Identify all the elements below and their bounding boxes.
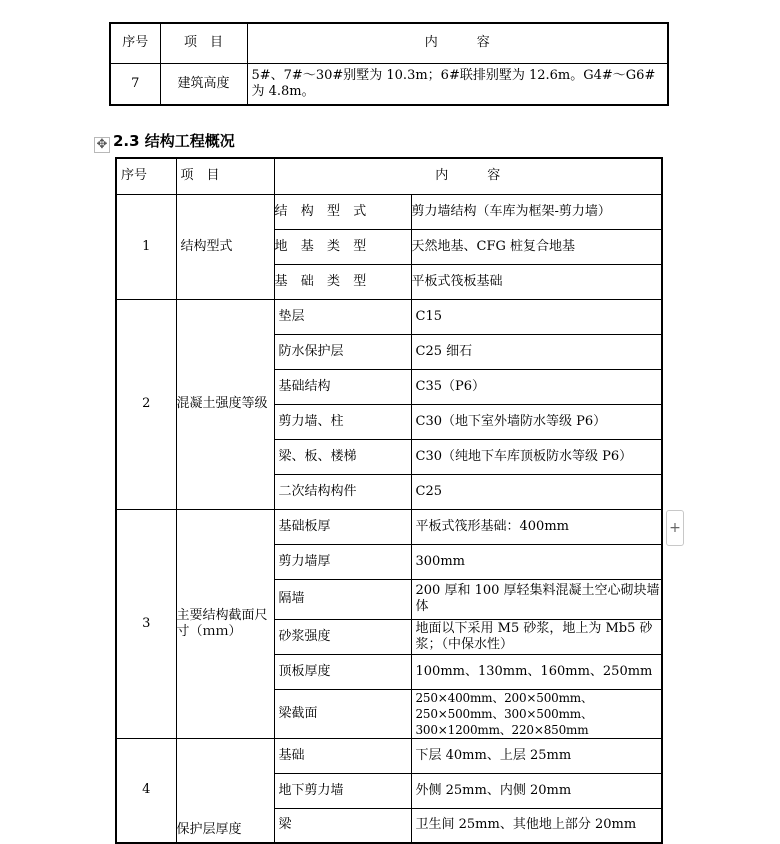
row-value: C15: [411, 299, 662, 334]
header-item: 项 目: [160, 23, 247, 63]
row-value: 200 厚和 100 厚轻集料混凝土空心砌块墙体: [411, 579, 662, 619]
row-label: 砂浆强度: [274, 619, 411, 654]
row-label: 隔墙: [274, 579, 411, 619]
header-content: 内 容: [274, 158, 662, 194]
row-label: 地下剪力墙: [274, 773, 411, 808]
group-item: 结构型式: [176, 194, 274, 299]
row-value: 250×400mm、200×500mm、250×500mm、300×500mm、300×1200mm、220×850mm: [411, 689, 662, 738]
group-item: 混凝土强度等级: [176, 299, 274, 509]
group-no: 1: [116, 194, 176, 299]
row-value: 300mm: [411, 544, 662, 579]
building-height-table: [109, 22, 669, 106]
row-content: 5#、7#～30#别墅为 10.3m；6#联排别墅为 12.6m。G4#～G6#为 4.8m。: [247, 63, 668, 105]
plus-icon[interactable]: +: [666, 510, 684, 546]
row-label: 顶板厚度: [274, 654, 411, 689]
row-label: 垫层: [274, 299, 411, 334]
row-label: 剪力墙厚: [274, 544, 411, 579]
row-value: C25: [411, 474, 662, 509]
row-value: C35（P6）: [411, 369, 662, 404]
row-label: 剪力墙、柱: [274, 404, 411, 439]
row-label: 防水保护层: [274, 334, 411, 369]
row-value: 下层 40mm、上层 25mm: [411, 738, 662, 773]
row-label: 基础结构: [274, 369, 411, 404]
row-value: 卫生间 25mm、其他地上部分 20mm: [411, 808, 662, 843]
row-value: 100mm、130mm、160mm、250mm: [411, 654, 662, 689]
header-no: 序号: [110, 23, 160, 63]
row-label: 结 构 型 式: [274, 194, 411, 229]
group-item: 保护层厚度: [176, 738, 274, 843]
row-value: 天然地基、CFG 桩复合地基: [411, 229, 662, 264]
row-item: 建筑高度: [160, 63, 247, 105]
row-label: 梁、板、楼梯: [274, 439, 411, 474]
row-label: 基础: [274, 738, 411, 773]
group-no: 3: [116, 509, 176, 738]
header-content: 内 容: [247, 23, 668, 63]
row-label: 二次结构构件: [274, 474, 411, 509]
row-label: 基 础 类 型: [274, 264, 411, 299]
row-label: 梁截面: [274, 689, 411, 738]
section-title: 2.3 结构工程概况: [113, 132, 235, 150]
group-no: 4: [116, 738, 176, 843]
row-value: 剪力墙结构（车库为框架-剪力墙）: [411, 194, 662, 229]
group-item: 主要结构截面尺寸（ｍｍ）: [176, 509, 274, 738]
row-value: 地面以下采用 M5 砂浆，地上为 Mb5 砂浆；（中保水性）: [411, 619, 662, 654]
row-no: 7: [110, 63, 160, 105]
move-icon[interactable]: ✥: [94, 137, 110, 153]
row-value: 外侧 25mm、内侧 20mm: [411, 773, 662, 808]
row-value: C30（纯地下车库顶板防水等级 P6）: [411, 439, 662, 474]
row-label: 地 基 类 型: [274, 229, 411, 264]
structure-overview-table: [115, 157, 663, 844]
row-label: 基础板厚: [274, 509, 411, 544]
row-label: 梁: [274, 808, 411, 843]
row-value: C30（地下室外墙防水等级 P6）: [411, 404, 662, 439]
header-item: 项 目: [176, 158, 274, 194]
header-no: 序号: [116, 158, 176, 194]
row-value: 平板式筏板基础: [411, 264, 662, 299]
row-value: C25 细石: [411, 334, 662, 369]
group-no: 2: [116, 299, 176, 509]
row-value: 平板式筏形基础：400mm: [411, 509, 662, 544]
